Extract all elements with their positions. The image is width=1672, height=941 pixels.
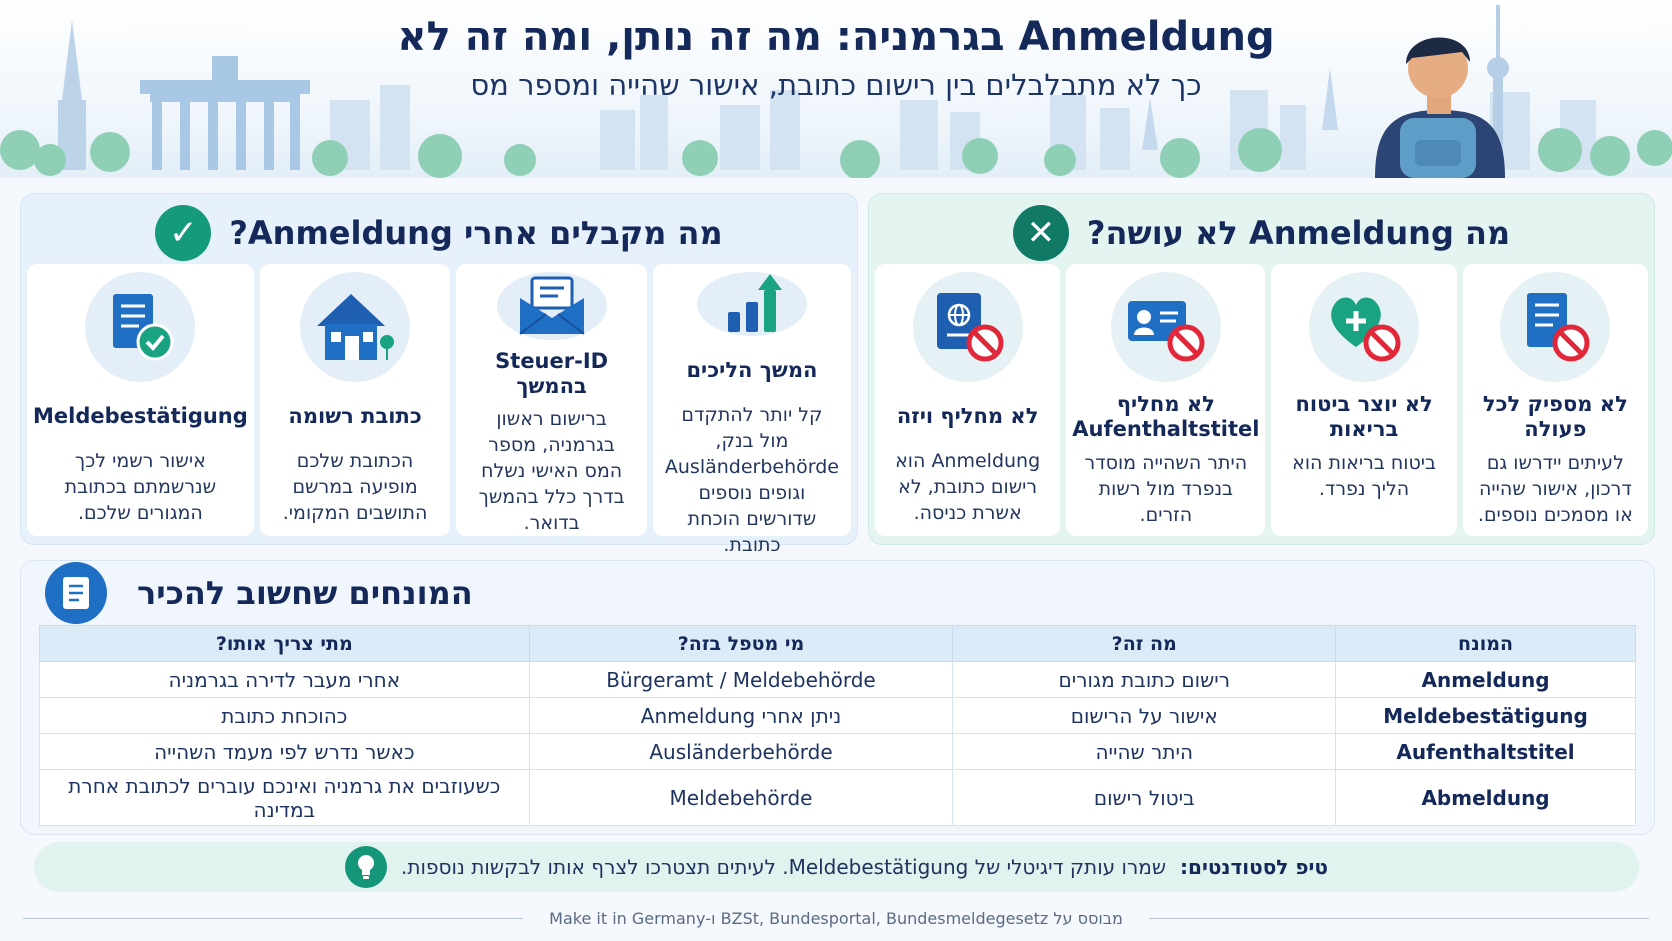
card-title: Steuer-ID בהמשך bbox=[495, 349, 609, 398]
student-tip-banner bbox=[34, 842, 1639, 892]
gets-panel-heading bbox=[21, 206, 857, 260]
table-row bbox=[40, 734, 1636, 770]
house-icon bbox=[300, 272, 410, 382]
card-registered-address bbox=[260, 264, 451, 536]
card-no-health-insurance bbox=[1271, 264, 1456, 536]
gets-cards bbox=[27, 264, 851, 556]
gets-panel bbox=[20, 193, 858, 556]
card-text: ביטוח בריאות הוא הליך נפרד. bbox=[1292, 452, 1436, 500]
card-title: המשך הליכים bbox=[686, 357, 818, 382]
column-header: המונח bbox=[1336, 626, 1636, 662]
card-text: ברישום ראשון בגרמניה, מספר המס האישי נשלח בדרך כלל בהמשך בדואר. bbox=[478, 408, 625, 534]
card-text: קל יותר להתקדם מול בנק, Ausländerbehörde וגופים נוספים שדורשים הוכחת כתובת. bbox=[664, 404, 839, 556]
document-blocked-icon bbox=[1500, 272, 1610, 382]
tip-text: שמרו עותק דיגיטלי של Meldebestätigung. לעיתים תצטרכו לצרף אותו לבקשות נוספות. bbox=[401, 855, 1167, 879]
card-text: היתר השהייה מוסדר בנפרד מול רשות הזרים. bbox=[1084, 452, 1248, 526]
source-note: מבוסס על BZSt, Bundesportal, Bundesmeldegesetz ו-Make it in Germany bbox=[549, 908, 1123, 928]
check-circle-icon: ✓ bbox=[155, 205, 211, 261]
health-blocked-icon bbox=[1309, 272, 1419, 382]
table-cell: רישום כתובת מגורים bbox=[953, 662, 1336, 698]
table-cell: Meldebehörde bbox=[529, 770, 953, 826]
table-row bbox=[40, 770, 1636, 826]
card-not-visa bbox=[875, 264, 1060, 536]
term-cell: Abmeldung bbox=[1336, 770, 1636, 826]
footer bbox=[0, 906, 1672, 930]
page-title: Anmeldung בגרמניה: מה זה נותן, ומה זה לא bbox=[397, 14, 1275, 60]
table-cell: Bürgeramt / Meldebehörde bbox=[529, 662, 953, 698]
card-title: לא יוצר ביטוח בריאות bbox=[1295, 392, 1433, 441]
card-title: לא מספיק לכל פעולה bbox=[1482, 392, 1628, 441]
terms-table bbox=[39, 625, 1636, 826]
card-not-sufficient bbox=[1463, 264, 1648, 536]
footer-divider bbox=[23, 918, 523, 919]
table-header-row bbox=[40, 626, 1636, 662]
not-cards bbox=[875, 264, 1648, 536]
term-cell: Aufenthaltstitel bbox=[1336, 734, 1636, 770]
term-cell: Meldebestätigung bbox=[1336, 698, 1636, 734]
card-text: אישור רשמי לכך שנרשמתם בכתובת המגורים שלכם. bbox=[64, 450, 217, 524]
column-header: מתי צריך אותו? bbox=[40, 626, 530, 662]
card-steuer-id bbox=[456, 264, 647, 536]
document-list-icon bbox=[45, 562, 107, 624]
bar-chart-up-icon bbox=[697, 272, 807, 336]
header-banner bbox=[0, 0, 1672, 178]
footer-divider bbox=[1149, 918, 1649, 919]
table-cell: כהוכחת כתובת bbox=[40, 698, 530, 734]
gets-panel-title: מה מקבלים אחרי Anmeldung? bbox=[229, 214, 723, 252]
column-header: מה זה? bbox=[953, 626, 1336, 662]
column-header: מי מטפל בזה? bbox=[529, 626, 953, 662]
id-card-blocked-icon bbox=[1111, 272, 1221, 382]
table-row bbox=[40, 662, 1636, 698]
glossary-heading bbox=[45, 561, 473, 625]
table-cell: כאשר נדרש לפי מעמד השהייה bbox=[40, 734, 530, 770]
table-cell: Ausländerbehörde bbox=[529, 734, 953, 770]
table-cell: ביטול רישום bbox=[953, 770, 1336, 826]
glossary-title: המונחים שחשוב להכיר bbox=[137, 574, 473, 612]
passport-blocked-icon bbox=[913, 272, 1023, 382]
card-text: Anmeldung הוא רישום כתובת, לא אשרת כניסה. bbox=[895, 450, 1041, 524]
page-subtitle: כך לא מתבלבלים בין רישום כתובת, אישור שהייה ומספר מס bbox=[470, 68, 1202, 102]
lightbulb-icon bbox=[345, 846, 387, 888]
glossary-section bbox=[20, 560, 1655, 835]
card-not-residence-permit bbox=[1066, 264, 1265, 536]
table-cell: אחרי מעבר לדירה בגרמניה bbox=[40, 662, 530, 698]
table-cell: ניתן אחרי Anmeldung bbox=[529, 698, 953, 734]
tip-label: טיפ לסטודנטים: bbox=[1180, 855, 1328, 879]
not-panel-heading bbox=[869, 206, 1654, 260]
card-meldebestaetigung bbox=[27, 264, 254, 536]
envelope-icon bbox=[497, 272, 607, 340]
card-text: לעיתים יידרשו גם דרכון, אישור שהייה או מסמכים נוספים. bbox=[1477, 452, 1633, 526]
table-cell: היתר שהייה bbox=[953, 734, 1336, 770]
card-text: הכתובת שלכם מופיעה במרשם התושבים המקומי. bbox=[282, 450, 428, 524]
card-title: לא מחליף ויזה bbox=[896, 403, 1039, 428]
x-circle-icon: ✕ bbox=[1013, 205, 1069, 261]
table-row bbox=[40, 698, 1636, 734]
card-title: כתובת רשומה bbox=[288, 403, 422, 428]
table-cell: כשעוזבים את גרמניה ואינכם עוברים לכתובת אחרת במדינה bbox=[40, 770, 530, 826]
card-title: לא מחליף Aufenthaltstitel bbox=[1072, 392, 1260, 441]
term-cell: Anmeldung bbox=[1336, 662, 1636, 698]
not-panel-title: מה Anmeldung לא עושה? bbox=[1086, 214, 1511, 252]
card-process-continuation bbox=[653, 264, 851, 556]
not-panel bbox=[868, 193, 1655, 545]
table-cell: אישור על הרישום bbox=[953, 698, 1336, 734]
card-title: Meldebestätigung bbox=[32, 403, 248, 428]
certificate-check-icon bbox=[85, 272, 195, 382]
